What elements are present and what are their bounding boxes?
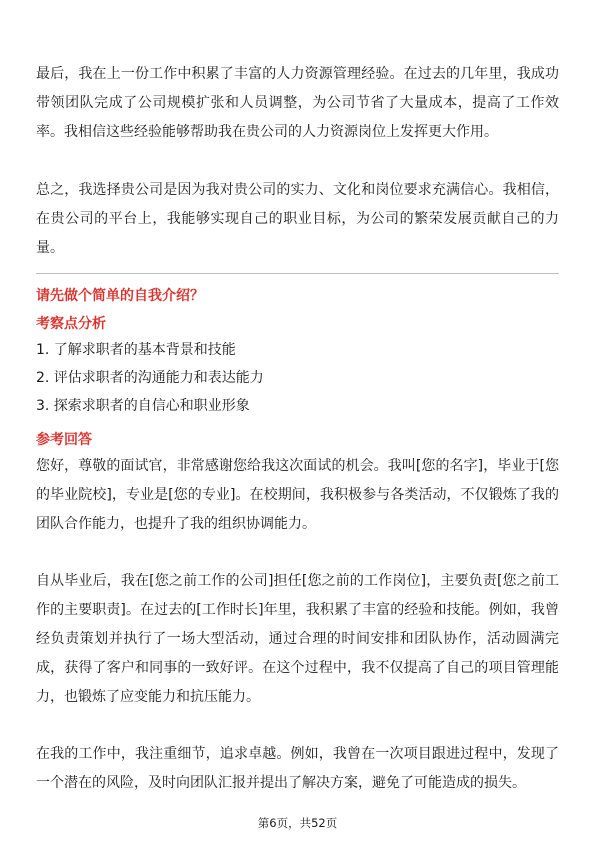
answer-paragraph: 自从毕业后，我在[您之前工作的公司]担任[您之前的工作岗位]，主要负责[您之前工作的主要职责]。在过去的[工作时长]年里，我积累了丰富的经验和技能。例如，我曾经负责策划并执行了一场大型活动，通过合理的时间安排和团队协作，活动圆满完成，获得了客户和同事的一致好评。在这个过程中，我不仅提高了自己的项目管理能力，也锻炼了应变能力和抗压能力。 (36, 573, 559, 705)
body-paragraph: 总之，我选择贵公司是因为我对贵公司的实力、文化和岗位要求充满信心。我相信，在贵公司的平台上，我能够实现自己的职业目标，为公司的繁荣发展贡献自己的力量。 (36, 182, 559, 256)
section-divider (36, 273, 559, 274)
analysis-heading: 考察点分析 (36, 316, 106, 332)
answer-heading: 参考回答 (36, 432, 92, 448)
question-title: 请先做个简单的自我介绍？ (36, 288, 204, 304)
analysis-point: 2. 评估求职者的沟通能力和表达能力 (36, 370, 264, 386)
answer-paragraph: 您好，尊敬的面试官，非常感谢您给我这次面试的机会。我叫[您的名字]，毕业于[您的毕业院校]，专业是[您的专业]。在校期间，我积极参与各类活动，不仅锻炼了我的团队合作能力，也提升了我的组织协调能力。 (36, 458, 559, 532)
analysis-point: 1. 了解求职者的基本背景和技能 (36, 342, 236, 358)
answer-paragraph: 在我的工作中，我注重细节，追求卓越。例如，我曾在一次项目跟进过程中，发现了一个潜在的风险，及时向团队汇报并提出了解决方案，避免了可能造成的损失。 (36, 746, 559, 791)
page-number: 第6页，共52页 (257, 816, 338, 830)
body-paragraph: 最后，我在上一份工作中积累了丰富的人力资源管理经验。在过去的几年里，我成功带领团队完成了公司规模扩张和人员调整，为公司节省了大量成本，提高了工作效率。我相信这些经验能够帮助我在贵公司的人力资源岗位上发挥更大作用。 (36, 66, 559, 140)
analysis-point: 3. 探索求职者的自信心和职业形象 (36, 398, 250, 414)
